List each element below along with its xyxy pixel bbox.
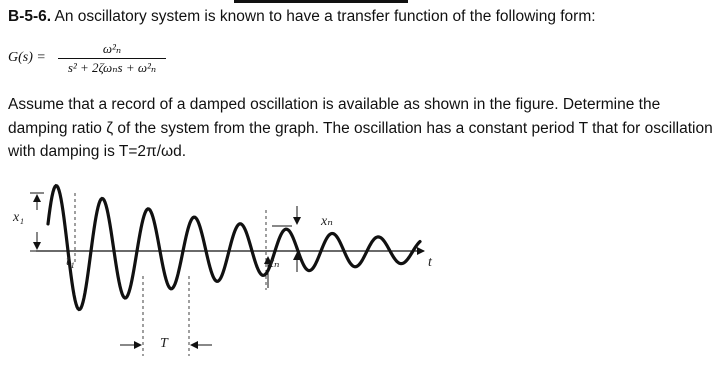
x1-label: x₁ (13, 210, 25, 225)
t-axis-label: t (428, 255, 432, 270)
formula-denominator: s² + 2ζωₙs + ω²ₙ (67, 60, 157, 75)
formula-numerator: ω²ₙ (102, 41, 122, 56)
t1-label: t₁ (66, 254, 75, 269)
damped-oscillation-curve (48, 186, 420, 310)
period-label: T (160, 336, 168, 351)
problem-id: B-5-6. (8, 8, 52, 25)
problem-line (8, 8, 596, 26)
problem-statement: An oscillatory system is known to have a transfer function of the following form: (54, 8, 596, 25)
xn-label: xₙ (321, 214, 333, 229)
oscillation-plot (0, 180, 720, 364)
problem-paragraph: Assume that a record of a damped oscillation is available as shown in the figure. Determine the damping ratio ζ of the system from the graph. The oscillation has a constant period T that for oscillation with damping is T=2π/ωd. (8, 96, 713, 160)
formula-fraction (58, 40, 166, 77)
tn-label: tₙ (270, 256, 280, 271)
top-rule (234, 0, 408, 3)
damped-oscillation-figure (0, 180, 720, 364)
formula-lhs: G(s) = (8, 50, 46, 65)
